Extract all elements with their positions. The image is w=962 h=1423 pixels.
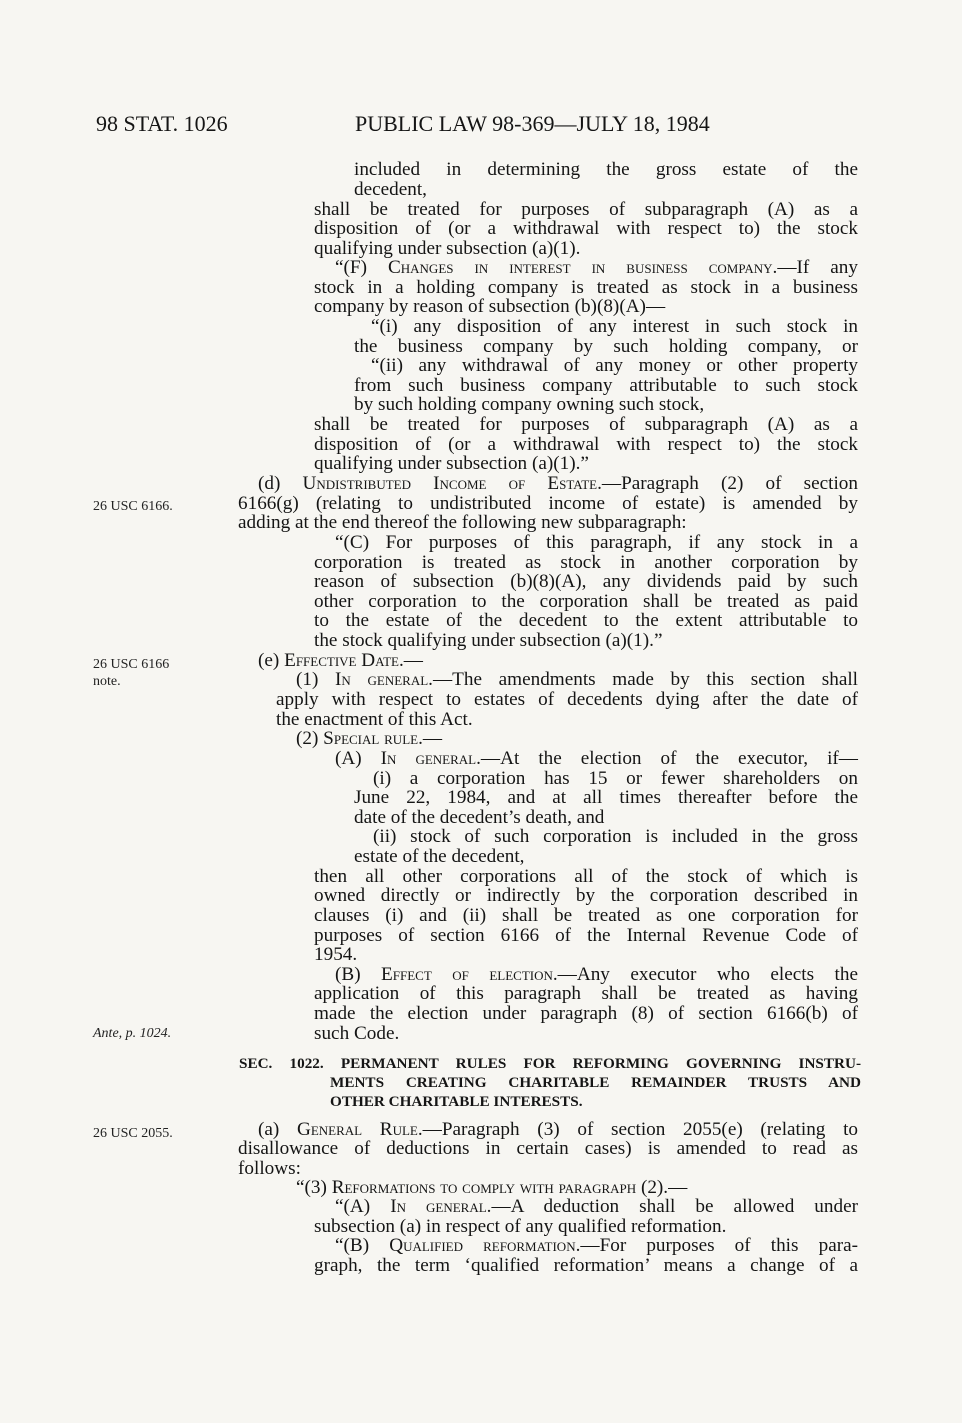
body-line: “(i) any disposition of any interest in such stock in [371, 316, 858, 337]
body-line: corporation is treated as stock in another corporation by [314, 552, 858, 573]
section-heading-line: MENTS CREATING CHARITABLE REMAINDER TRUSTS AND [330, 1074, 861, 1091]
body-line: qualifying under subsection (a)(1).” [314, 453, 589, 474]
subsection-heading-e: (e) Effective Date.— [258, 650, 423, 671]
statute-page-reference: 98 STAT. 1026 [96, 111, 228, 136]
body-line: included in determining the gross estate of the [354, 159, 858, 180]
body-line: disallowance of deductions in certain cases) is amended to read as [238, 1138, 858, 1159]
body-line: company by reason of subsection (b)(8)(A)— [314, 296, 666, 317]
body-line: owned directly or indirectly by the corporation described in [314, 885, 858, 906]
subparagraph-heading-b: (B) Effect of election.—Any executor who elects the [335, 964, 858, 985]
subsection-heading-d: (d) Undistributed Income of Estate.—Paragraph (2) of section [258, 473, 858, 494]
paragraph-heading-3: “(3) Reformations to comply with paragraph (2).— [296, 1177, 688, 1198]
body-line: disposition of (or a withdrawal with respect to) the stock [314, 218, 858, 239]
body-line: “(C) For purposes of this paragraph, if any stock in a [335, 532, 858, 553]
body-line: then all other corporations all of the stock of which is [314, 866, 858, 887]
body-line: decedent, [354, 179, 427, 200]
body-line: June 22, 1984, and at all times thereafter before the [354, 787, 858, 808]
margin-note-ante: Ante, p. 1024. [93, 1026, 172, 1041]
subsection-heading-a-general-rule: (a) General Rule.—Paragraph (3) of section 2055(e) (relating to [258, 1119, 858, 1140]
body-line: to the estate of the decedent to the extent attributable to [314, 610, 858, 631]
paragraph-heading-2: (2) Special rule.— [296, 728, 443, 749]
body-line: (i) a corporation has 15 or fewer shareholders on [373, 768, 858, 789]
body-line: graph, the term ‘qualified reformation’ means a change of a [314, 1255, 858, 1276]
margin-note-26usc6166: 26 USC 6166. [93, 499, 173, 514]
body-line: 6166(g) (relating to undistributed income of estate) is amended by [238, 493, 858, 514]
body-line: by such holding company owning such stock, [354, 394, 705, 415]
body-line: reason of subsection (b)(8)(A), any dividends paid by such [314, 571, 858, 592]
body-line: follows: [238, 1158, 301, 1179]
section-heading-line: SEC. 1022. PERMANENT RULES FOR REFORMING GOVERNING INSTRU- [239, 1055, 861, 1072]
body-line: application of this paragraph shall be treated as having [314, 983, 858, 1004]
running-header-title: PUBLIC LAW 98-369—JULY 18, 1984 [355, 111, 710, 136]
body-line: shall be treated for purposes of subparagraph (A) as a [314, 414, 858, 435]
body-line: other corporation to the corporation shall be treated as paid [314, 591, 858, 612]
subparagraph-heading-f: “(F) Changes in interest in business company.—If any [335, 257, 858, 278]
body-line: shall be treated for purposes of subparagraph (A) as a [314, 199, 858, 220]
body-line: apply with respect to estates of decedents dying after the date of [276, 689, 858, 710]
body-line: (ii) stock of such corporation is included in the gross [373, 826, 858, 847]
body-line: qualifying under subsection (a)(1). [314, 238, 581, 259]
body-line: such Code. [314, 1023, 400, 1044]
body-line: the stock qualifying under subsection (a)(1).” [314, 630, 663, 651]
body-line: 1954. [314, 944, 358, 965]
body-line: subsection (a) in respect of any qualified reformation. [314, 1216, 727, 1237]
margin-note-note: note. [93, 674, 121, 689]
body-line: stock in a holding company is treated as stock in a business [314, 277, 858, 298]
subparagraph-heading-b2: “(B) Qualified reformation.—For purposes of this para- [335, 1235, 859, 1256]
body-line: the enactment of this Act. [276, 709, 473, 730]
subparagraph-heading-a: (A) In general.—At the election of the executor, if— [335, 748, 858, 769]
body-line: the business company by such holding company, or [354, 336, 858, 357]
body-line: estate of the decedent, [354, 846, 525, 867]
body-line: from such business company attributable to such stock [354, 375, 858, 396]
body-line: adding at the end thereof the following new subparagraph: [238, 512, 687, 533]
body-line: purposes of section 6166 of the Internal Revenue Code of [314, 925, 858, 946]
margin-note-26usc6166-note: 26 USC 6166 [93, 657, 170, 672]
paragraph-heading-1: (1) In general.—The amendments made by this section shall [296, 669, 859, 690]
body-line: disposition of (or a withdrawal with respect to) the stock [314, 434, 858, 455]
section-heading-1022 [239, 1054, 861, 1111]
body-line: clauses (i) and (ii) shall be treated as one corporation for [314, 905, 858, 926]
margin-note-26usc2055: 26 USC 2055. [93, 1126, 173, 1141]
body-line: date of the decedent’s death, and [354, 807, 605, 828]
body-line: made the election under paragraph (8) of section 6166(b) of [314, 1003, 858, 1024]
subparagraph-heading-a2: “(A) In general.—A deduction shall be allowed under [335, 1196, 858, 1217]
body-line: “(ii) any withdrawal of any money or other property [371, 355, 858, 376]
section-heading-line: OTHER CHARITABLE INTERESTS. [330, 1093, 583, 1110]
